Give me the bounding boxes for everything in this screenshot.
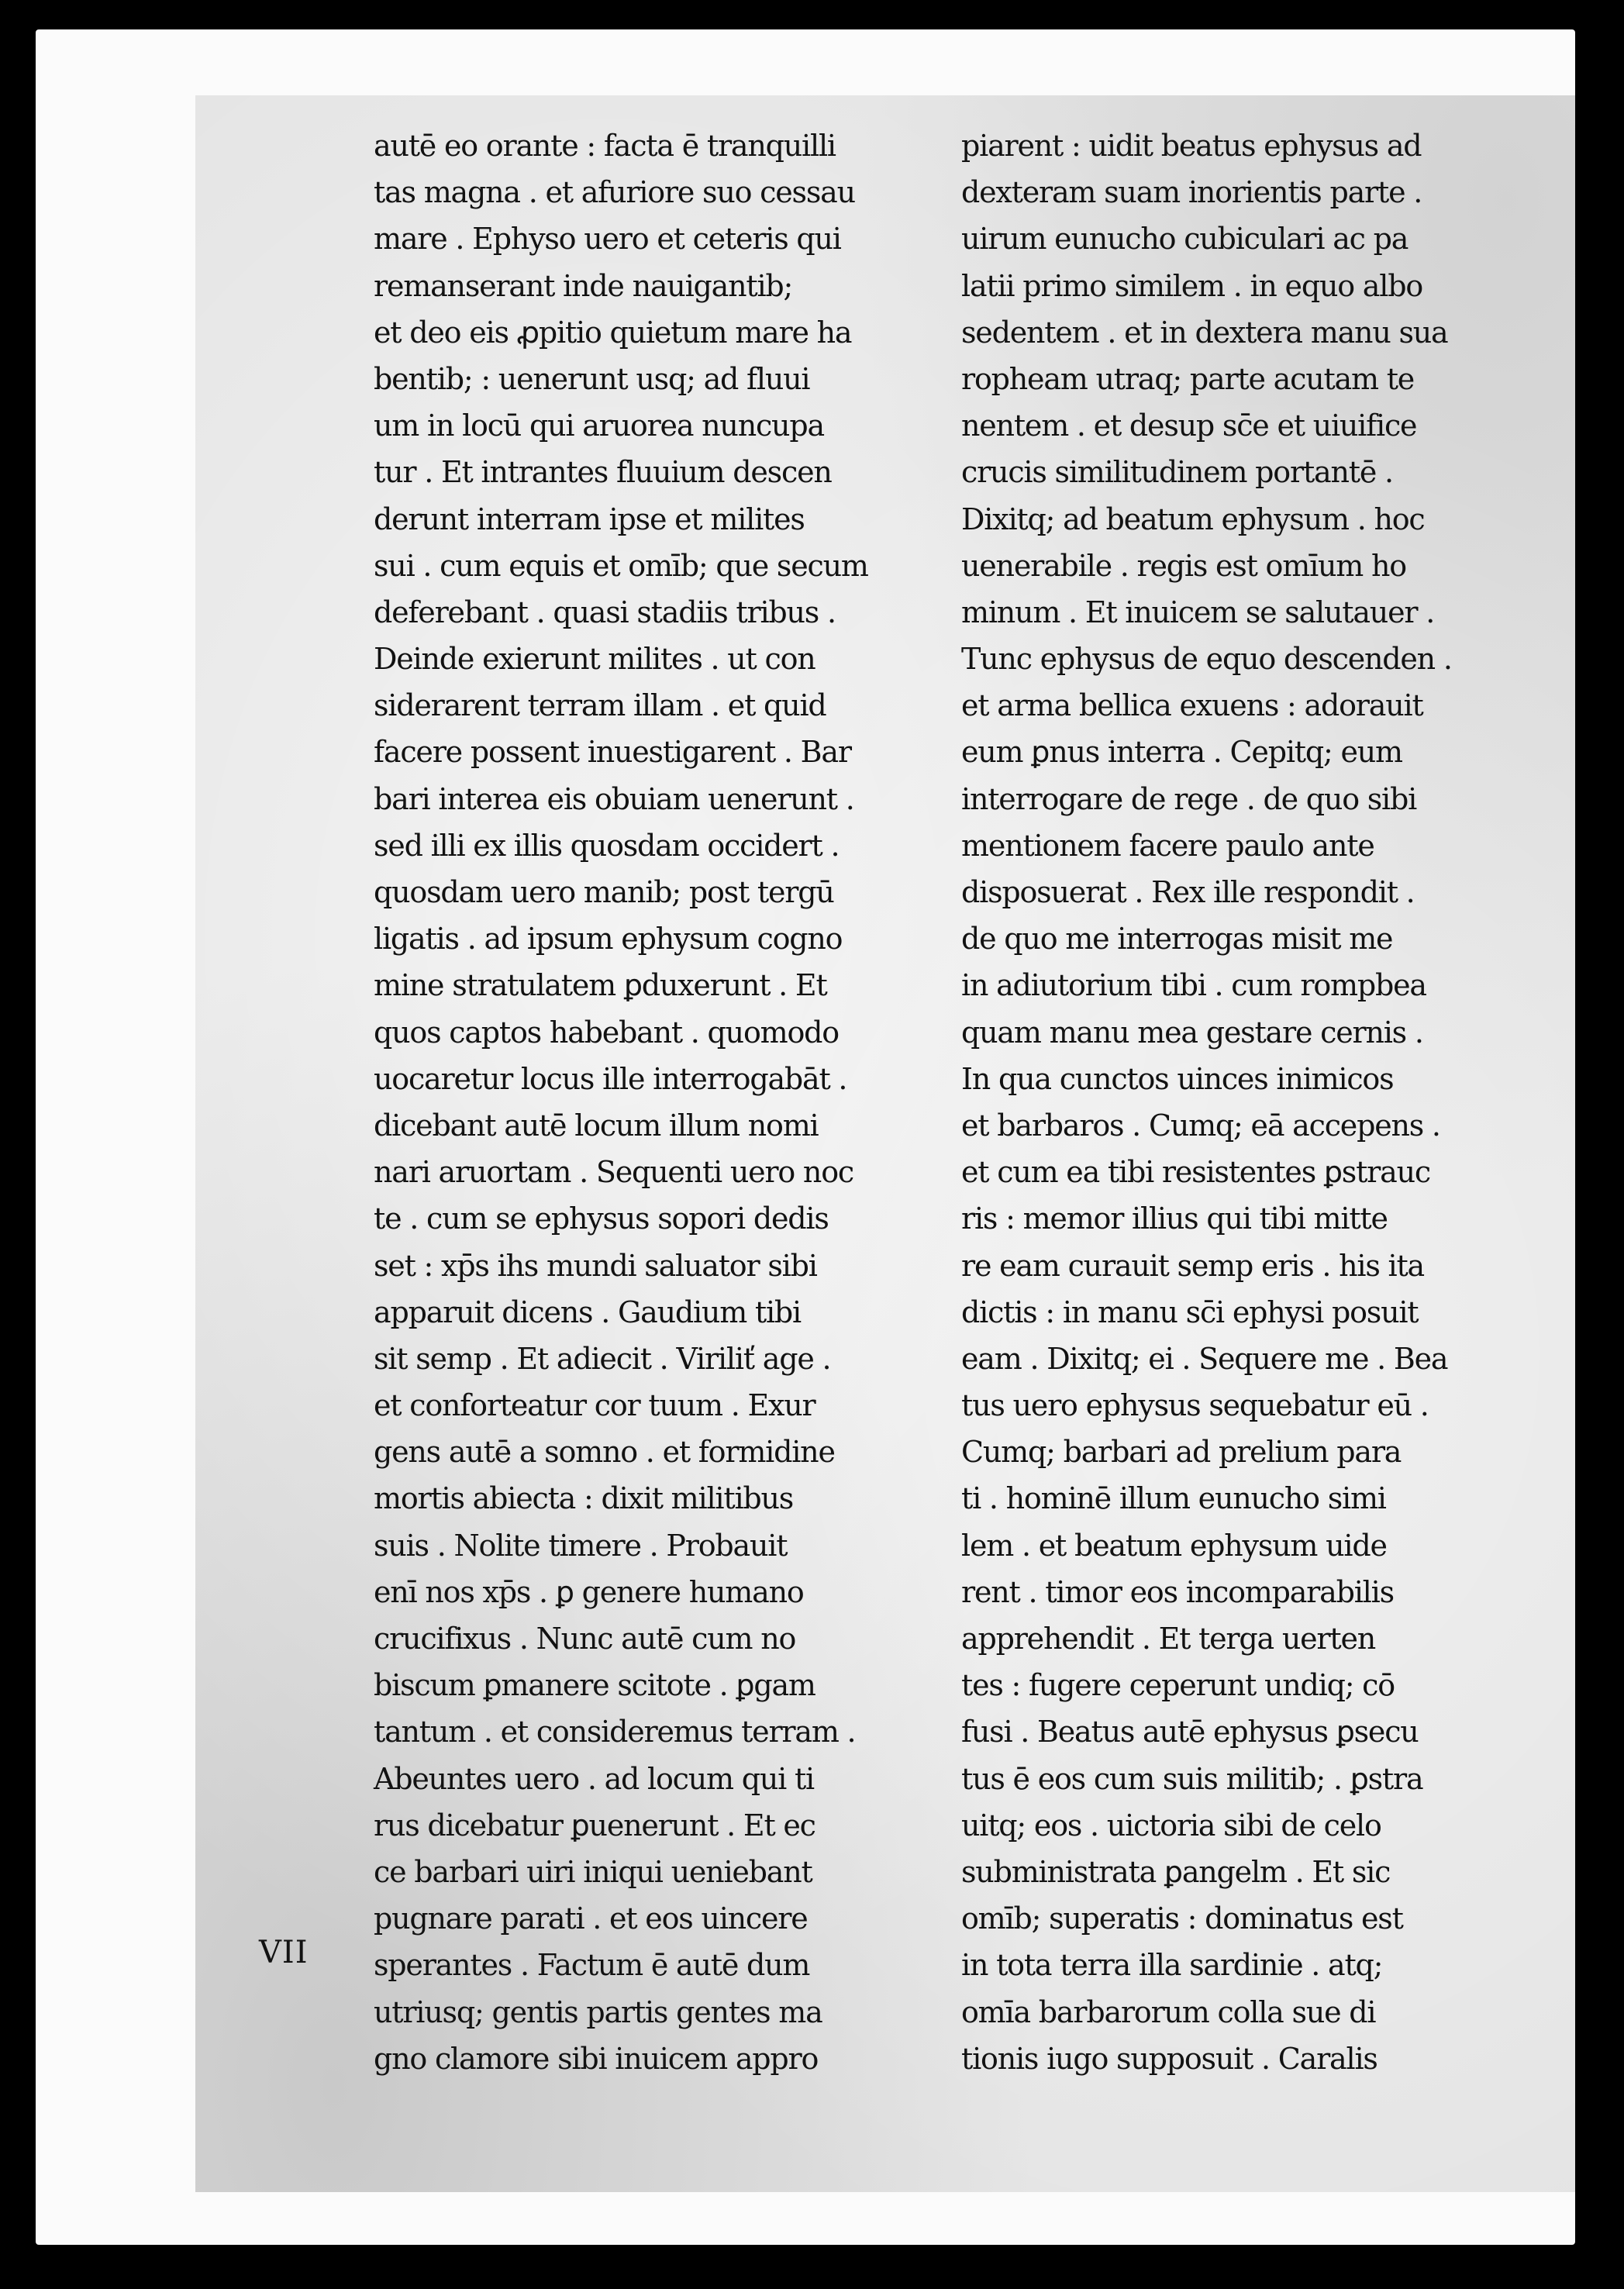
right-column-line: ropheam utraq; parte acutam te: [961, 361, 1415, 396]
right-column-line: quam manu mea gestare cernis .: [961, 1015, 1423, 1050]
right-column-line: Cumq; barbari ad prelium para: [961, 1435, 1402, 1470]
right-column-line: latii primo similem . in equo albo: [961, 268, 1423, 303]
right-column-line: in adiutorium tibi . cum rompbea: [961, 968, 1426, 1003]
right-column-line: In qua cunctos uinces inimicos: [961, 1061, 1394, 1096]
right-column-line: tus ē eos cum suis militib; . ꝑstra: [961, 1761, 1423, 1796]
left-column-line: ce barbari uiri iniqui ueniebant: [374, 1854, 812, 1889]
left-column-line: sit semp . Et adiecit . Viriliť age .: [374, 1341, 831, 1376]
left-column-line: um in locū qui aruorea nuncupa: [374, 409, 824, 443]
left-column-line: sed illi ex illis quosdam occidert .: [374, 828, 840, 863]
left-column-line: derunt interram ipse et milites: [374, 502, 805, 536]
left-column-line: bari interea eis obuiam uenerunt .: [374, 781, 854, 816]
left-column-line: enī nos xp̄s . ꝑ genere humano: [374, 1574, 804, 1609]
right-column-line: interrogare de rege . de quo sibi: [961, 781, 1417, 816]
right-column-line: uenerabile . regis est omīum ho: [961, 548, 1406, 583]
right-column-line: dexteram suam inorientis parte .: [961, 175, 1422, 210]
right-column-line: uirum eunucho cubiculari ac pa: [961, 222, 1409, 257]
right-text-column: [961, 122, 1473, 2082]
left-column-line: nari aruortam . Sequenti uero noc: [374, 1155, 853, 1190]
right-column-line: dictis : in manu sc̄i ephysi posuit: [961, 1294, 1419, 1329]
right-column-line: in tota terra illa sardinie . atq;: [961, 1948, 1383, 1983]
right-column-line: apprehendit . Et terga uerten: [961, 1622, 1376, 1656]
left-column-line: gens autē a somno . et formidine: [374, 1435, 835, 1470]
right-column-line: Dixitq; ad beatum ephysum . hoc: [961, 502, 1425, 536]
left-column-line: remanserant inde nauigantib;: [374, 268, 793, 303]
right-column-line: disposuerat . Rex ille respondit .: [961, 875, 1415, 909]
left-column-line: tur . Et intrantes fluuium descen: [374, 455, 832, 490]
left-column-line: siderarent terram illam . et quid: [374, 688, 826, 723]
left-column-line: crucifixus . Nunc autē cum no: [374, 1622, 796, 1656]
left-column-line: set : xp̄s ihs mundi saluator sibi: [374, 1248, 817, 1283]
left-column-line: Deinde exierunt milites . ut con: [374, 642, 815, 677]
right-column-line: nentem . et desup sc̄e et uiuifice: [961, 409, 1417, 443]
right-column-line: crucis similitudinem portantē .: [961, 455, 1393, 490]
right-column-line: rent . timor eos incomparabilis: [961, 1574, 1394, 1609]
left-column-line: autē eo orante : facta ē tranquilli: [374, 129, 836, 163]
left-column-line: Abeuntes uero . ad locum qui ti: [374, 1761, 814, 1796]
right-column-line: omīa barbarorum colla sue di: [961, 1994, 1376, 2029]
left-column-line: et conforteatur cor tuum . Exur: [374, 1388, 815, 1423]
right-column-line: eum ꝑnus interra . Cepitq; eum: [961, 735, 1402, 770]
right-column-line: mentionem facere paulo ante: [961, 828, 1374, 863]
left-column-line: pugnare parati . et eos uincere: [374, 1901, 808, 1936]
right-column-line: piarent : uidit beatus ephysus ad: [961, 129, 1422, 163]
right-column-line: tionis iugo supposuit . Caralis: [961, 2041, 1377, 2076]
right-column-line: et barbaros . Cumq; eā accepens .: [961, 1108, 1440, 1143]
left-column-line: deferebant . quasi stadiis tribus .: [374, 595, 836, 629]
left-column-line: facere possent inuestigarent . Bar: [374, 735, 851, 770]
left-column-line: utriusq; gentis partis gentes ma: [374, 1994, 822, 2029]
left-column-line: sperantes . Factum ē autē dum: [374, 1948, 810, 1983]
right-column-line: tes : fugere ceperunt undiq; cō: [961, 1668, 1395, 1703]
left-column-line: biscum ꝑmanere scitote . ꝑgam: [374, 1668, 815, 1703]
right-column-line: uitq; eos . uictoria sibi de celo: [961, 1808, 1381, 1843]
left-column-line: quos captos habebant . quomodo: [374, 1015, 839, 1050]
left-column-line: suis . Nolite timere . Probauit: [374, 1528, 788, 1563]
left-column-line: apparuit dicens . Gaudium tibi: [374, 1294, 802, 1329]
left-column-line: uocaretur locus ille interrogabāt .: [374, 1061, 847, 1096]
left-column-line: sui . cum equis et omīb; que secum: [374, 548, 868, 583]
right-column-line: subministrata ꝑangelm . Et sic: [961, 1854, 1391, 1889]
right-column-line: Tunc ephysus de equo descenden .: [961, 642, 1452, 677]
chapter-numeral: VII: [259, 1935, 309, 1970]
left-column-line: tas magna . et afuriore suo cessau: [374, 175, 855, 210]
right-column-line: ris : memor illius qui tibi mitte: [961, 1201, 1388, 1236]
left-column-line: mine stratulatem ꝑduxerunt . Et: [374, 968, 827, 1003]
left-column-line: ligatis . ad ipsum ephysum cogno: [374, 922, 843, 957]
right-column-line: de quo me interrogas misit me: [961, 922, 1393, 957]
right-column-line: sedentem . et in dextera manu sua: [961, 315, 1448, 350]
left-column-line: quosdam uero manib; post tergū: [374, 875, 834, 909]
right-column-line: minum . Et inuicem se salutauer .: [961, 595, 1435, 629]
right-column-line: ti . hominē illum eunucho simi: [961, 1481, 1386, 1516]
right-column-line: re eam curauit semp eris . his ita: [961, 1248, 1424, 1283]
left-text-column: [374, 122, 901, 2082]
left-column-line: dicebant autē locum illum nomi: [374, 1108, 819, 1143]
right-column-line: et arma bellica exuens : adorauit: [961, 688, 1423, 723]
left-column-line: tantum . et consideremus terram .: [374, 1715, 856, 1749]
right-column-line: tus uero ephysus sequebatur eū .: [961, 1388, 1429, 1423]
right-column-line: lem . et beatum ephysum uide: [961, 1528, 1387, 1563]
right-column-line: et cum ea tibi resistentes ꝑstrauc: [961, 1155, 1430, 1190]
left-column-line: bentib; : uenerunt usq; ad fluui: [374, 361, 810, 396]
right-column-line: eam . Dixitq; ei . Sequere me . Bea: [961, 1341, 1448, 1376]
left-column-line: et deo eis ꝓpitio quietum mare ha: [374, 315, 852, 350]
right-column-line: fusi . Beatus autē ephysus ꝑsecu: [961, 1715, 1419, 1749]
left-column-line: mortis abiecta : dixit militibus: [374, 1481, 794, 1516]
left-column-line: rus dicebatur ꝑuenerunt . Et ec: [374, 1808, 815, 1843]
right-column-line: omīb; superatis : dominatus est: [961, 1901, 1403, 1936]
left-column-line: mare . Ephyso uero et ceteris qui: [374, 222, 841, 257]
left-column-line: te . cum se ephysus sopori dedis: [374, 1201, 829, 1236]
left-column-line: gno clamore sibi inuicem appro: [374, 2041, 819, 2076]
